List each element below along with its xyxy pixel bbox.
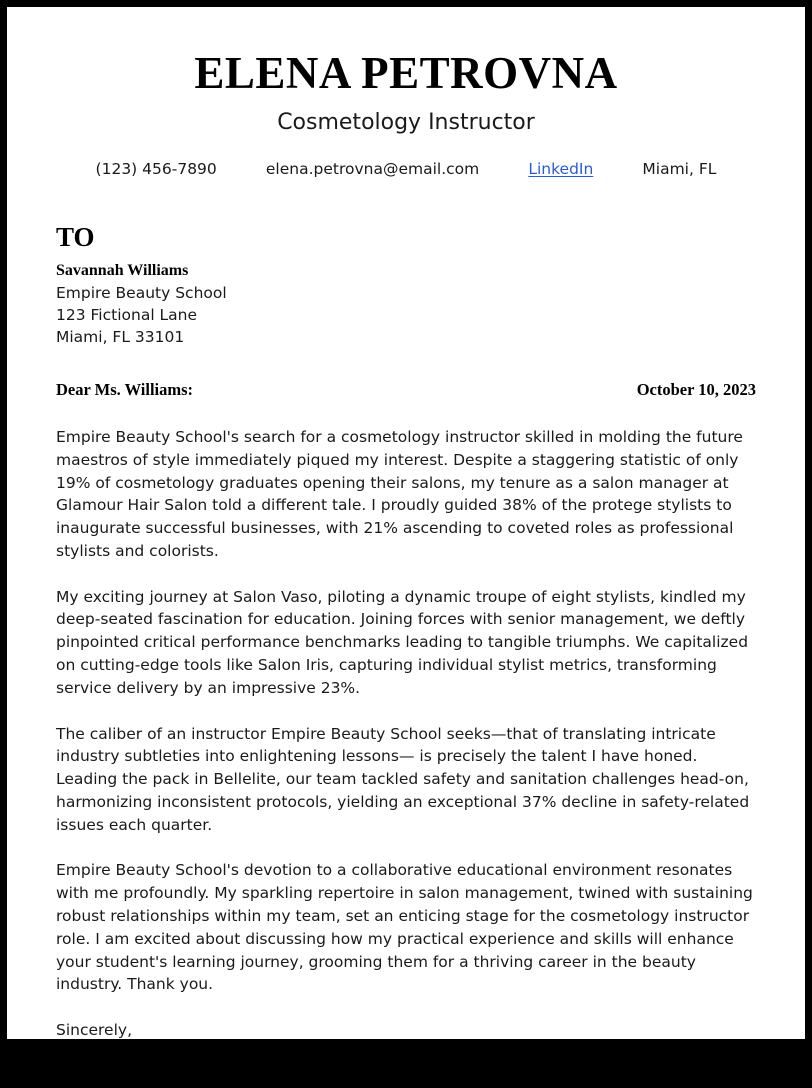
to-heading: TO <box>56 222 95 253</box>
contact-row <box>49 160 763 178</box>
salutation-row <box>56 380 756 400</box>
body-paragraph: Empire Beauty School's devotion to a collaborative educational environment resonates with me profoundly. My sparkling repertoire in salon management, twined with sustaining robust relationships within my team, set an enticing stage for the cosmetology instructor role. I am excited about discussing how my practical experience and skills will enhance your student's learning journey, grooming them for a thriving career in the beauty industry. Thank you. <box>56 861 753 994</box>
contact-linkedin-link[interactable]: LinkedIn <box>528 160 594 179</box>
candidate-name: ELENA PETROVNA <box>194 48 618 98</box>
letter-header <box>49 7 763 178</box>
contact-location: Miami, FL <box>642 160 717 179</box>
body-paragraphs <box>56 426 756 996</box>
signature-name: Elena Petrovna <box>56 1067 165 1087</box>
contact-phone: (123) 456-7890 <box>95 160 217 179</box>
letter-date: October 10, 2023 <box>636 379 756 399</box>
candidate-job-title: Cosmetology Instructor <box>277 110 535 135</box>
recipient-city-state-zip: Miami, FL 33101 <box>56 327 185 346</box>
recipient-block <box>56 224 756 348</box>
salutation: Dear Ms. Williams: <box>56 379 194 399</box>
body-paragraph: Empire Beauty School's search for a cosmetology instructor skilled in molding the future maestros of style immediately piqued my interest. Despite a staggering statistic of only 19% of cosmetology graduates opening their salons, my tenure as a salon manager at Glamour Hair Salon told a different tale. I proudly guided 38% of the protege stylists to inaugurate successful businesses, with 21% ascending to coveted roles as professional stylists and colorists. <box>56 427 743 560</box>
recipient-name: Savannah Williams <box>56 262 189 280</box>
recipient-street: 123 Fictional Lane <box>56 305 198 324</box>
contact-email: elena.petrovna@email.com <box>265 160 480 179</box>
cover-letter-page <box>7 7 805 1087</box>
recipient-organization: Empire Beauty School <box>56 283 227 302</box>
closing-salutation: Sincerely, <box>56 1021 133 1040</box>
body-paragraph: The caliber of an instructor Empire Beauty School seeks—that of translating intricate industry subtleties into enlightening lessons— is precisely the talent I have honed. Leading the pack in Bellelite, our team tackled safety and sanitation challenges head-on, harmonizing inconsistent protocols, yielding an exceptional 37% decline in safety-related issues each quarter. <box>56 724 750 834</box>
body-paragraph: My exciting journey at Salon Vaso, piloting a dynamic troupe of eight stylists, kindled my deep-seated fascination for education. Joining forces with senior management, we deftly pinpointed critical performance benchmarks leading to tangible triumphs. We capitalized on cutting-edge tools like Salon Iris, capturing individual stylist metrics, transforming service delivery by an impressive 23%. <box>56 587 749 697</box>
letter-body <box>49 224 763 1088</box>
